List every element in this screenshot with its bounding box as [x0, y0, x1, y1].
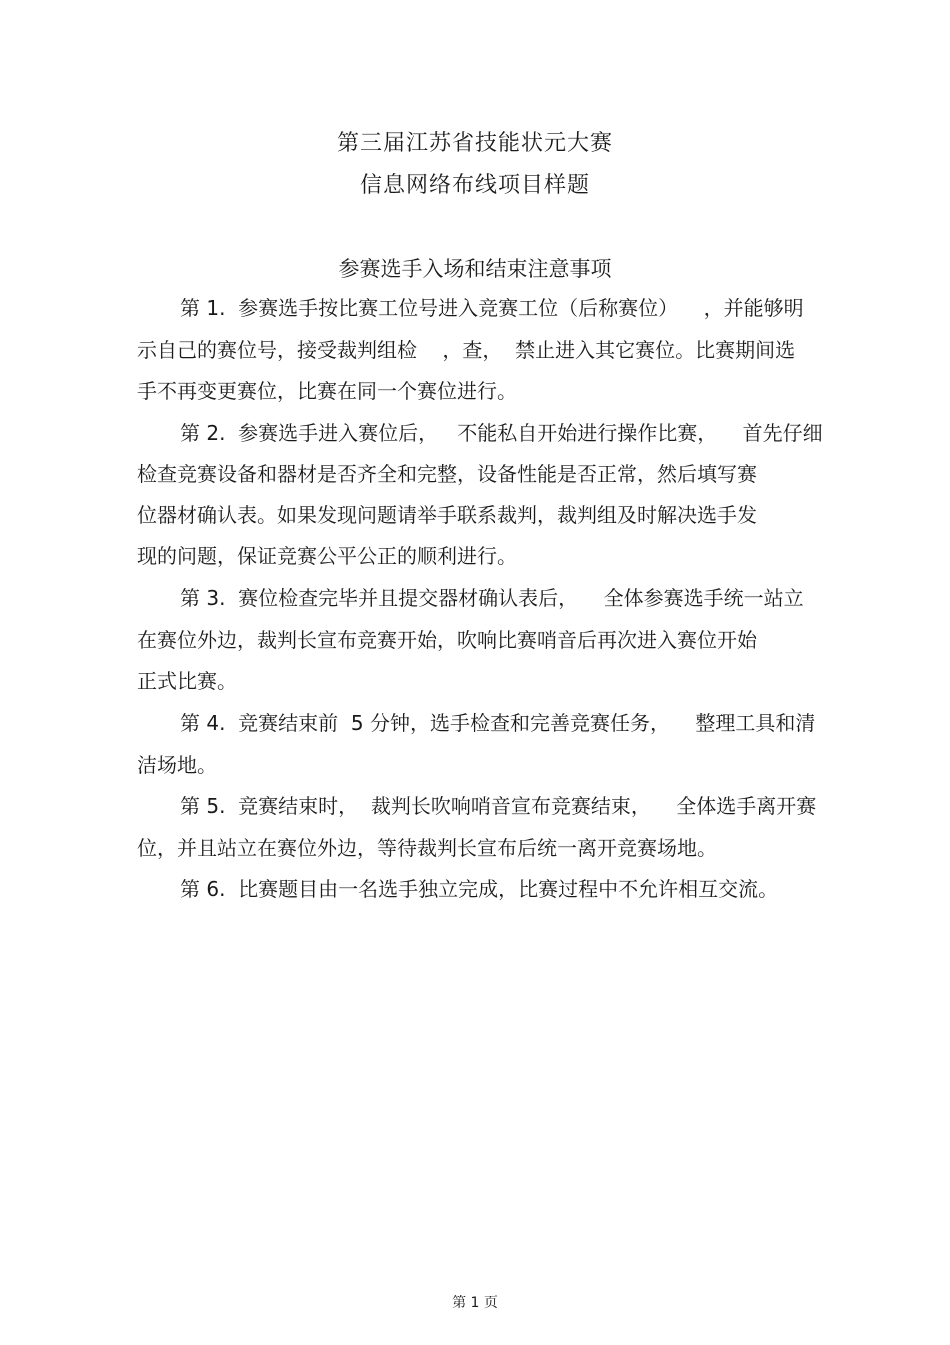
page-number: 第 1 页: [452, 1295, 498, 1311]
rule-4-line-2: 洁场地。: [137, 753, 217, 777]
section-heading: 参赛选手入场和结束注意事项: [338, 257, 612, 281]
rule-4-line-1: 第 4. 竞赛结束前 5 分钟，选手检查和完善竞赛任务， 整理工具和清: [180, 711, 816, 735]
rule-5-line-2: 位，并且站立在赛位外边，等待裁判长宣布后统一离开竞赛场地。: [137, 836, 717, 860]
rule-1-line-3: 手不再变更赛位，比赛在同一个赛位进行。: [137, 379, 517, 403]
rule-3-line-2: 在赛位外边，裁判长宣布竞赛开始，吹响比赛哨音后再次进入赛位开始: [137, 628, 757, 652]
rule-2-line-1: 第 2. 参赛选手进入赛位后， 不能私自开始进行操作比赛， 首先仔细: [180, 421, 823, 445]
rule-6-line-1: 第 6. 比赛题目由一名选手独立完成，比赛过程中不允许相互交流。: [180, 877, 779, 901]
rule-1-line-1: 第 1. 参赛选手按比赛工位号进入竞赛工位（后称赛位） ，并能够明: [180, 296, 804, 320]
document-title: 第三届江苏省技能状元大赛: [336, 131, 613, 156]
rule-5-line-1: 第 5. 竞赛结束时， 裁判长吹响哨音宣布竞赛结束， 全体选手离开赛: [180, 794, 817, 818]
rule-2-line-3: 位器材确认表。如果发现问题请举手联系裁判，裁判组及时解决选手发: [137, 503, 757, 527]
rule-2-line-2: 检查竞赛设备和器材是否齐全和完整，设备性能是否正常，然后填写赛: [137, 462, 757, 486]
rule-1-line-2: 示自己的赛位号，接受裁判组检 ，查， 禁止进入其它赛位。比赛期间选: [137, 338, 796, 362]
rule-3-line-3: 正式比赛。: [137, 669, 237, 693]
rule-2-line-4: 现的问题，保证竞赛公平公正的顺利进行。: [137, 544, 517, 568]
rule-3-line-1: 第 3. 赛位检查完毕并且提交器材确认表后， 全体参赛选手统一站立: [180, 586, 804, 610]
document-subtitle: 信息网络布线项目样题: [359, 173, 590, 198]
